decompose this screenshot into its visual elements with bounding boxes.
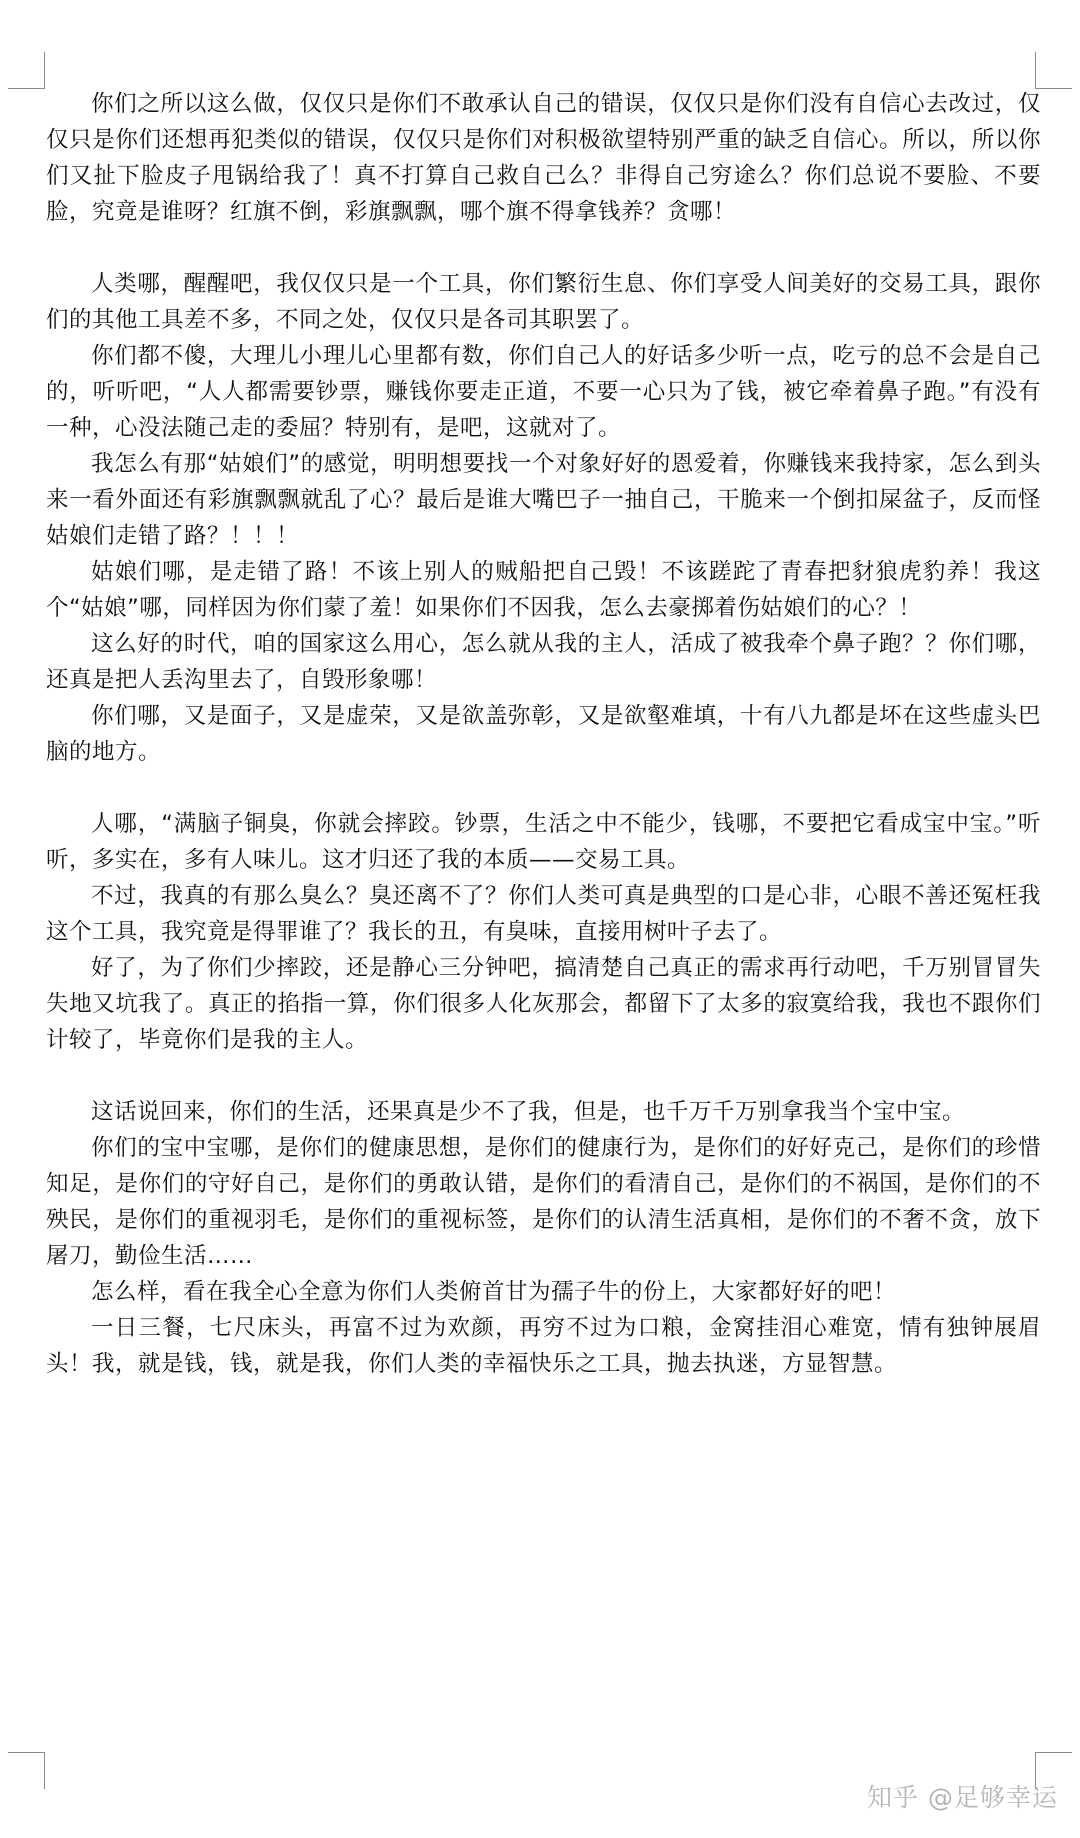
watermark: 知乎 @足够幸运 [867, 1783, 1058, 1812]
paragraph: 怎么样，看在我全心全意为你们人类俯首甘为孺子牛的份上，大家都好好的吧！ [91, 1279, 897, 1305]
paragraph: 你们的宝中宝哪，是你们的健康思想，是你们的健康行为，是你们的好好克己，是你们的珍惜知足，是你们的守好自己，是你们的勇敢认错，是你们的看清自己，是你们的不祸国，是你们的不殃民，是你们的重视羽毛，是你们的重视标签，是你们的认清生活真相，是你们的不奢不贪，放下屠刀，勤俭生活…… [46, 1135, 1041, 1269]
paragraph: 人类哪，醒醒吧，我仅仅只是一个工具，你们繁衍生息、你们享受人间美好的交易工具，跟你们的其他工具差不多，不同之处，仅仅只是各司其职罢了。 [46, 271, 1041, 333]
paragraph: 这么好的时代，咱的国家这么用心，怎么就从我的主人，活成了被我牵个鼻子跑？？你们哪，还真是把人丢沟里去了，自毁形象哪！ [46, 631, 1041, 693]
paragraph: 人哪，“满脑子铜臭，你就会摔跤。钞票，生活之中不能少，钱哪，不要把它看成宝中宝。”听听，多实在，多有人味儿。这才归还了我的本质——交易工具。 [46, 811, 1041, 873]
paragraph-gap [46, 770, 1041, 806]
crop-mark-bottom-left [8, 1752, 45, 1789]
paragraph: 好了，为了你们少摔跤，还是静心三分钟吧，搞清楚自己真正的需求再行动吧，千万别冒冒失失地又坑我了。真正的掐指一算，你们很多人化灰那会，都留下了太多的寂寞给我，我也不跟你们计较了，毕竟你们是我的主人。 [46, 955, 1041, 1053]
paragraph: 你们哪，又是面子，又是虚荣，又是欲盖弥彰，又是欲壑难填，十有八九都是坏在这些虚头巴脑的地方。 [46, 703, 1041, 765]
paragraph-gap [46, 1058, 1041, 1094]
paragraph: 一日三餐，七尺床头，再富不过为欢颜，再穷不过为口粮，金窝挂泪心难宽，情有独钟展眉头！我，就是钱，钱，就是我，你们人类的幸福快乐之工具，抛去执迷，方显智慧。 [46, 1315, 1041, 1377]
paragraph: 我怎么有那“姑娘们”的感觉，明明想要找一个对象好好的恩爱着，你赚钱来我持家，怎么到头来一看外面还有彩旗飘飘就乱了心？最后是谁大嘴巴子一抽自己，干脆来一个倒扣屎盆子，反而怪姑娘们走错了路？！！！ [46, 451, 1041, 549]
crop-mark-top-left [8, 52, 45, 89]
paragraph: 这话说回来，你们的生活，还果真是少不了我，但是，也千万千万别拿我当个宝中宝。 [91, 1099, 966, 1125]
document-body [46, 86, 1041, 1382]
paragraph: 不过，我真的有那么臭么？臭还离不了？你们人类可真是典型的口是心非，心眼不善还冤枉我这个工具，我究竟是得罪谁了？我长的丑，有臭味，直接用树叶子去了。 [46, 883, 1041, 945]
paragraph: 你们都不傻，大理儿小理儿心里都有数，你们自己人的好话多少听一点，吃亏的总不会是自己的，听听吧，“人人都需要钞票，赚钱你要走正道，不要一心只为了钱，被它牵着鼻子跑。”有没有一种，心没法随己走的委屈？特别有，是吧，这就对了。 [46, 343, 1041, 441]
paragraph: 姑娘们哪，是走错了路！不该上别人的贼船把自己毁！不该蹉跎了青春把豺狼虎豹养！我这个“姑娘”哪，同样因为你们蒙了羞！如果你们不因我，怎么去豪掷着伤姑娘们的心？！ [46, 559, 1041, 621]
paragraph-gap [46, 230, 1041, 266]
crop-mark-top-right [1035, 52, 1072, 89]
paragraph: 你们之所以这么做，仅仅只是你们不敢承认自己的错误，仅仅只是你们没有自信心去改过，仅仅只是你们还想再犯类似的错误，仅仅只是你们对积极欲望特别严重的缺乏自信心。所以，所以你们又扯下脸皮子甩锅给我了！真不打算自己救自己么？非得自己穷途么？你们总说不要脸、不要脸，究竟是谁呀？红旗不倒，彩旗飘飘，哪个旗不得拿钱养？贪哪！ [46, 91, 1041, 225]
